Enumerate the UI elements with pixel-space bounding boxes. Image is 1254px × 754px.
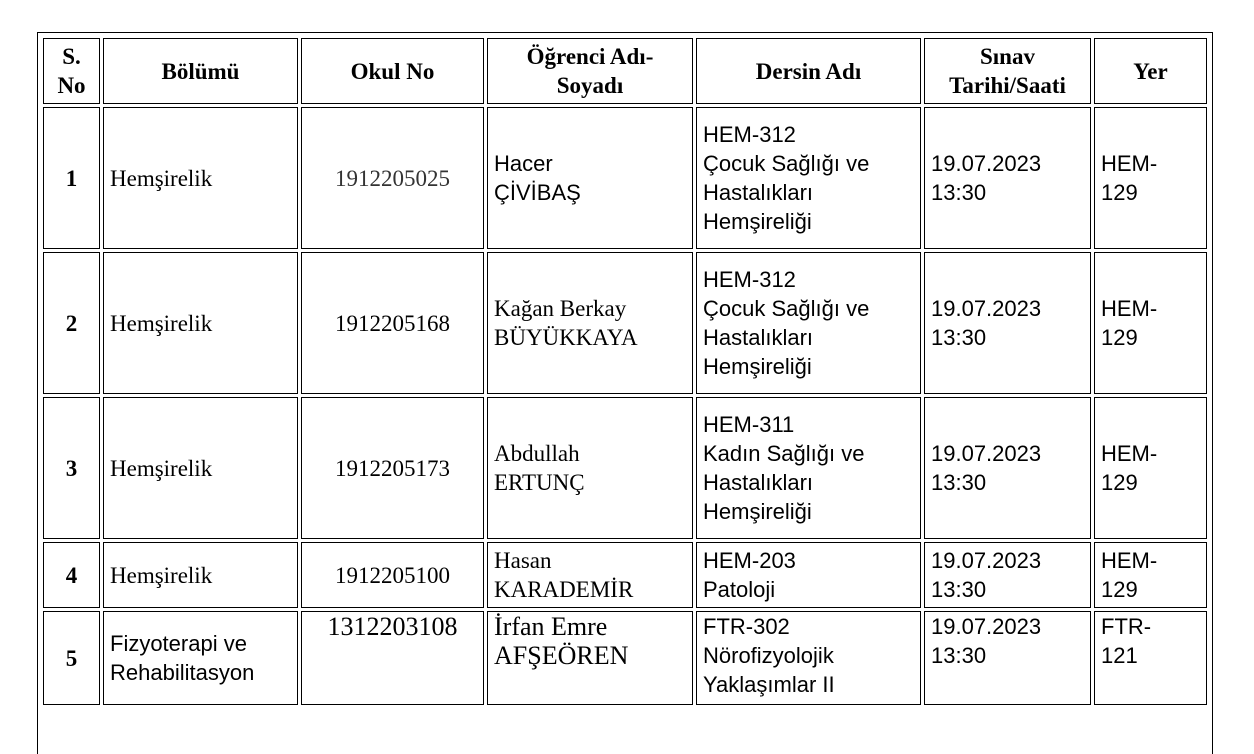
row-tarih-time: 13:30 <box>931 180 987 205</box>
row-okulno: 1912205168 <box>301 252 484 394</box>
row-ders-line: Çocuk Sağlığı ve <box>703 296 870 321</box>
row-sno: 4 <box>43 542 100 608</box>
row-ders <box>696 397 921 539</box>
header-okulno: Okul No <box>301 38 484 104</box>
row-sno: 2 <box>43 252 100 394</box>
row-ders <box>696 107 921 249</box>
row-ogrenci-first: Hasan <box>494 548 552 573</box>
header-sinav-line2: Tarihi/Saati <box>949 73 1066 98</box>
row-sno: 1 <box>43 107 100 249</box>
header-bolum: Bölümü <box>103 38 298 104</box>
row-yer <box>1094 252 1207 394</box>
header-sno-line1: S. <box>62 44 81 69</box>
header-ogrenci-line1: Öğrenci Adı- <box>526 44 654 69</box>
header-sinav-line1: Sınav <box>980 44 1035 69</box>
row-yer-line: 129 <box>1101 180 1138 205</box>
row-bolum-line: Fizyoterapi ve <box>110 631 247 656</box>
table-row <box>43 107 1207 249</box>
row-bolum: Hemşirelik <box>103 252 298 394</box>
row-ders <box>696 611 921 705</box>
row-yer <box>1094 397 1207 539</box>
row-yer-line: HEM- <box>1101 441 1158 466</box>
row-bolum: Hemşirelik <box>103 107 298 249</box>
row-ogrenci <box>487 107 693 249</box>
row-ders-code: HEM-311 <box>703 412 795 437</box>
row-tarih <box>924 542 1091 608</box>
header-yer: Yer <box>1094 38 1207 104</box>
row-tarih-time: 13:30 <box>931 643 987 668</box>
row-ders-code: HEM-312 <box>703 122 796 147</box>
row-tarih-date: 19.07.2023 <box>931 441 1042 466</box>
row-ders <box>696 542 921 608</box>
table-row <box>43 397 1207 539</box>
row-okulno: 1912205100 <box>301 542 484 608</box>
exam-schedule-frame <box>37 32 1213 754</box>
header-sno-line2: No <box>57 73 86 98</box>
row-yer-line: HEM- <box>1101 296 1158 321</box>
row-tarih <box>924 397 1091 539</box>
row-ders-code: HEM-312 <box>703 267 796 292</box>
row-ogrenci-first: Hacer <box>494 151 553 176</box>
row-sno: 3 <box>43 397 100 539</box>
row-bolum-line: Rehabilitasyon <box>110 660 255 685</box>
row-ogrenci-last: ERTUNÇ <box>494 470 585 495</box>
row-okulno: 1912205173 <box>301 397 484 539</box>
row-ogrenci-last: KARADEMİR <box>494 577 634 602</box>
row-bolum <box>103 611 298 705</box>
row-ogrenci-first: Kağan Berkay <box>494 296 627 321</box>
row-ders-code: FTR-302 <box>703 614 790 639</box>
row-yer-line: 129 <box>1101 325 1138 350</box>
row-okulno: 1912205025 <box>301 107 484 249</box>
row-yer <box>1094 611 1207 705</box>
row-ogrenci <box>487 397 693 539</box>
row-ders-line: Kadın Sağlığı ve <box>703 441 865 466</box>
row-tarih-time: 13:30 <box>931 325 987 350</box>
row-ders-line: Nörofizyolojik <box>703 643 834 668</box>
row-ogrenci <box>487 611 693 705</box>
row-yer <box>1094 107 1207 249</box>
row-ders-line: Patoloji <box>703 577 776 602</box>
row-ders-line: Hemşireliği <box>703 209 812 234</box>
row-ders-line: Çocuk Sağlığı ve <box>703 151 870 176</box>
row-ders-line: Yaklaşımlar II <box>703 672 835 697</box>
row-tarih-date: 19.07.2023 <box>931 296 1042 321</box>
header-ogrenci-line2: Soyadı <box>556 73 624 98</box>
row-ders-code: HEM-203 <box>703 548 796 573</box>
row-ogrenci-last: ÇİVİBAŞ <box>494 180 581 205</box>
row-tarih-date: 19.07.2023 <box>931 614 1042 639</box>
row-yer-line: 129 <box>1101 470 1138 495</box>
exam-schedule-table <box>40 35 1210 708</box>
row-yer <box>1094 542 1207 608</box>
header-row <box>43 38 1207 104</box>
header-ogrenci <box>487 38 693 104</box>
row-ogrenci <box>487 542 693 608</box>
header-sno <box>43 38 100 104</box>
row-ders-line: Hastalıkları <box>703 180 814 205</box>
row-bolum: Hemşirelik <box>103 397 298 539</box>
row-tarih-time: 13:30 <box>931 577 987 602</box>
row-ogrenci-last: AFŞEÖREN <box>494 641 629 670</box>
row-bolum: Hemşirelik <box>103 542 298 608</box>
row-yer-line: 121 <box>1101 643 1138 668</box>
row-ogrenci-last: BÜYÜKKAYA <box>494 325 638 350</box>
row-ders-line: Hastalıkları <box>703 470 814 495</box>
table-row <box>43 252 1207 394</box>
row-tarih-date: 19.07.2023 <box>931 151 1042 176</box>
row-ders-line: Hemşireliği <box>703 354 812 379</box>
row-tarih <box>924 107 1091 249</box>
table-row <box>43 611 1207 705</box>
header-sinav <box>924 38 1091 104</box>
row-ders-line: Hastalıkları <box>703 325 814 350</box>
row-yer-line: HEM- <box>1101 548 1158 573</box>
row-yer-line: 129 <box>1101 577 1138 602</box>
header-ders: Dersin Adı <box>696 38 921 104</box>
row-okulno: 1312203108 <box>301 611 484 705</box>
row-yer-line: FTR- <box>1101 614 1152 639</box>
row-ogrenci-first: İrfan Emre <box>494 612 608 641</box>
table-row <box>43 542 1207 608</box>
row-yer-line: HEM- <box>1101 151 1158 176</box>
row-tarih <box>924 252 1091 394</box>
row-ogrenci <box>487 252 693 394</box>
row-tarih-time: 13:30 <box>931 470 987 495</box>
row-sno: 5 <box>43 611 100 705</box>
row-tarih-date: 19.07.2023 <box>931 548 1042 573</box>
row-tarih <box>924 611 1091 705</box>
row-ders <box>696 252 921 394</box>
row-ogrenci-first: Abdullah <box>494 441 580 466</box>
row-ders-line: Hemşireliği <box>703 499 812 524</box>
